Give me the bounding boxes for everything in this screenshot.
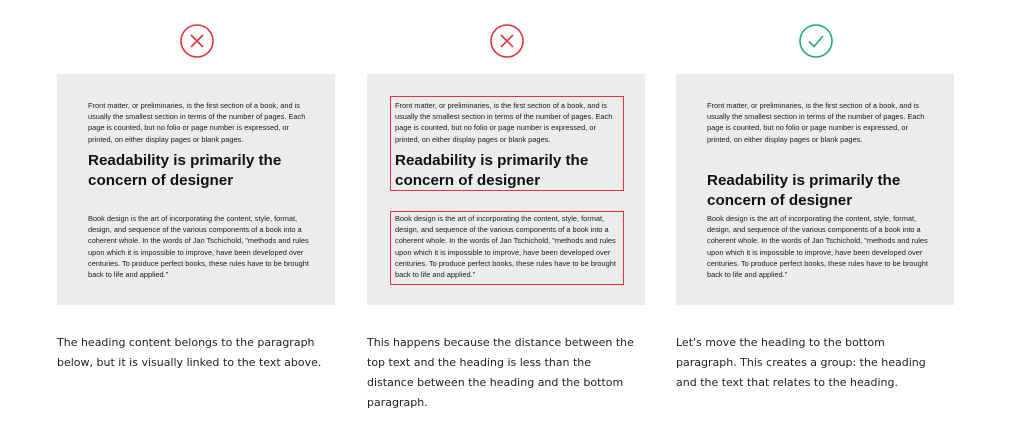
caption: This happens because the distance between the top text and the heading is less than the distance between the heading and the bottom paragraph. <box>367 336 634 409</box>
example-panel <box>676 74 954 305</box>
heading: Readability is primarily the concern of designer <box>88 152 282 189</box>
bottom-paragraph: Book design is the art of incorporating the content, style, format, design, and sequence of the various components of a book into a coherent whole. In the words of Jan Tschichold, "methods and rules upon which it is impossible to improve, have been developed over centuries. To produce perfect books, these rules have to be brought back to life and applied." <box>395 214 616 280</box>
example-column-3 <box>676 0 954 424</box>
bottom-paragraph: Book design is the art of incorporating the content, style, format, design, and sequence of the various components of a book into a coherent whole. In the words of Jan Tschichold, "methods and rules upon which it is impossible to improve, have been developed over centuries. To produce perfect books, these rules have to be brought back to life and applied." <box>707 214 928 280</box>
example-panel <box>57 74 335 305</box>
top-paragraph: Front matter, or preliminaries, is the first section of a book, and is usually the smallest section in terms of the number of pages. Each page is counted, but no folio or page number is expressed, or printed, on either display pages or blank pages. <box>88 101 306 144</box>
caption: The heading content belongs to the paragraph below, but it is visually linked to the text above. <box>57 336 322 369</box>
cross-circle-icon <box>489 23 525 59</box>
cross-circle-icon <box>179 23 215 59</box>
caption: Let's move the heading to the bottom paragraph. This creates a group: the heading and the text that relates to the heading. <box>676 336 926 389</box>
top-paragraph: Front matter, or preliminaries, is the first section of a book, and is usually the smallest section in terms of the number of pages. Each page is counted, but no folio or page number is expressed, or printed, on either display pages or blank pages. <box>395 101 613 144</box>
top-paragraph: Front matter, or preliminaries, is the first section of a book, and is usually the smallest section in terms of the number of pages. Each page is counted, but no folio or page number is expressed, or printed, on either display pages or blank pages. <box>707 101 925 144</box>
check-circle-icon <box>798 23 834 59</box>
heading: Readability is primarily the concern of designer <box>707 172 901 209</box>
example-panel <box>367 74 645 305</box>
example-column-1 <box>57 0 335 424</box>
heading: Readability is primarily the concern of designer <box>395 152 589 189</box>
bottom-paragraph: Book design is the art of incorporating the content, style, format, design, and sequence of the various components of a book into a coherent whole. In the words of Jan Tschichold, "methods and rules upon which it is impossible to improve, have been developed over centuries. To produce perfect books, these rules have to be brought back to life and applied." <box>88 214 309 280</box>
example-column-2 <box>367 0 645 424</box>
